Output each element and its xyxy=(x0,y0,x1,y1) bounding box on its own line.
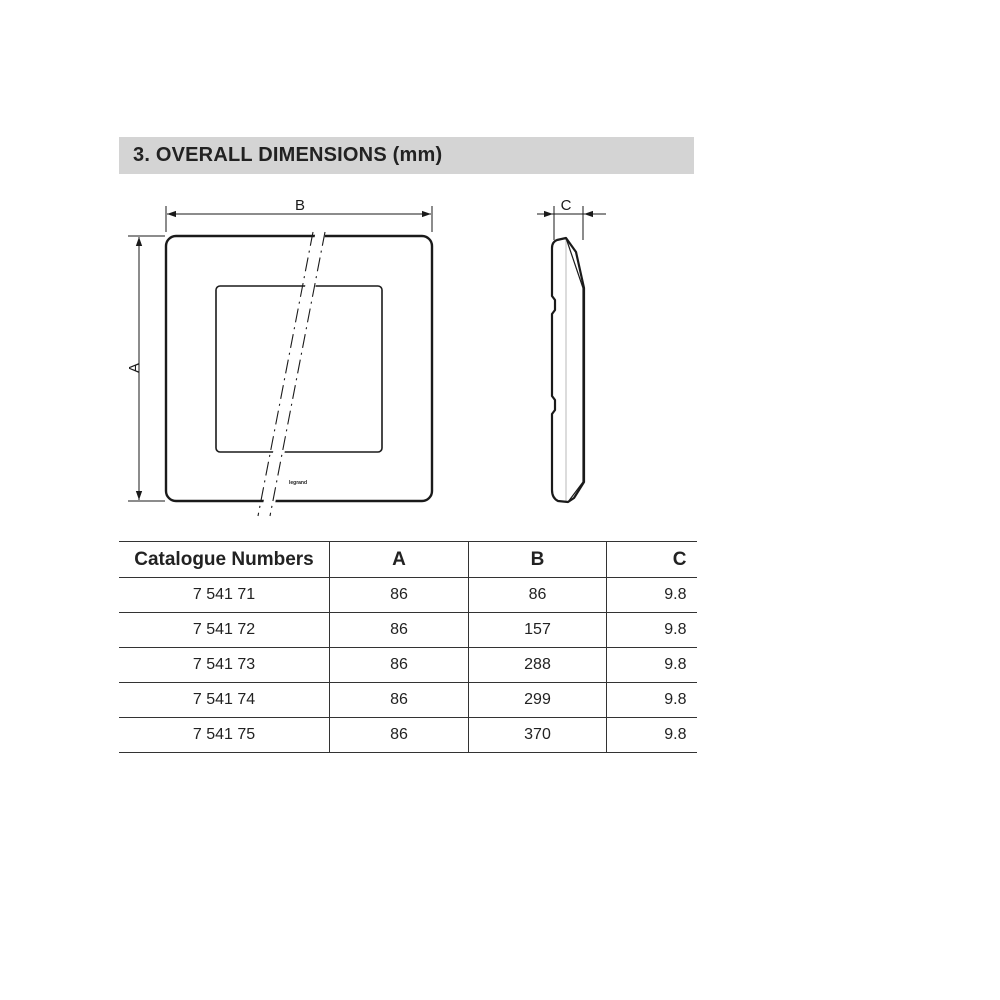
cell-a: 86 xyxy=(330,578,469,613)
header-catalogue-numbers: Catalogue Numbers xyxy=(119,542,330,578)
cell-b: 370 xyxy=(469,718,607,753)
cell-a: 86 xyxy=(330,648,469,683)
cell-c: 9.8 xyxy=(607,718,697,753)
dimension-a xyxy=(126,236,165,501)
dimension-b xyxy=(166,197,432,232)
cell-catalogue-number: 7 541 72 xyxy=(119,613,330,648)
section-title: 3. OVERALL DIMENSIONS (mm) xyxy=(133,144,443,166)
dimension-a-label: A xyxy=(126,362,143,374)
cell-c: 9.8 xyxy=(607,578,697,613)
cell-a: 86 xyxy=(330,613,469,648)
table-row xyxy=(119,648,697,683)
cell-c: 9.8 xyxy=(607,648,697,683)
table-row xyxy=(119,613,697,648)
cell-catalogue-number: 7 541 73 xyxy=(119,648,330,683)
cell-catalogue-number: 7 541 71 xyxy=(119,578,330,613)
legrand-logo: legrand xyxy=(288,480,308,486)
header-b: B xyxy=(469,542,607,578)
cell-c: 9.8 xyxy=(607,683,697,718)
cell-b: 288 xyxy=(469,648,607,683)
table-row xyxy=(119,578,697,613)
header-c: C xyxy=(607,542,697,578)
plate-side-view xyxy=(552,238,584,502)
plate-front-view xyxy=(166,230,432,520)
table-header-row xyxy=(119,542,697,578)
cell-a: 86 xyxy=(330,683,469,718)
header-a: A xyxy=(330,542,469,578)
cell-b: 157 xyxy=(469,613,607,648)
cell-a: 86 xyxy=(330,718,469,753)
cell-b: 86 xyxy=(469,578,607,613)
cell-catalogue-number: 7 541 74 xyxy=(119,683,330,718)
table-row xyxy=(119,683,697,718)
dimension-b-label: B xyxy=(294,197,306,214)
cell-b: 299 xyxy=(469,683,607,718)
dimension-c xyxy=(537,197,606,240)
cell-catalogue-number: 7 541 75 xyxy=(119,718,330,753)
dimensions-table xyxy=(119,541,697,753)
table-row xyxy=(119,718,697,753)
cell-c: 9.8 xyxy=(607,613,697,648)
dimension-c-label: C xyxy=(560,197,572,214)
